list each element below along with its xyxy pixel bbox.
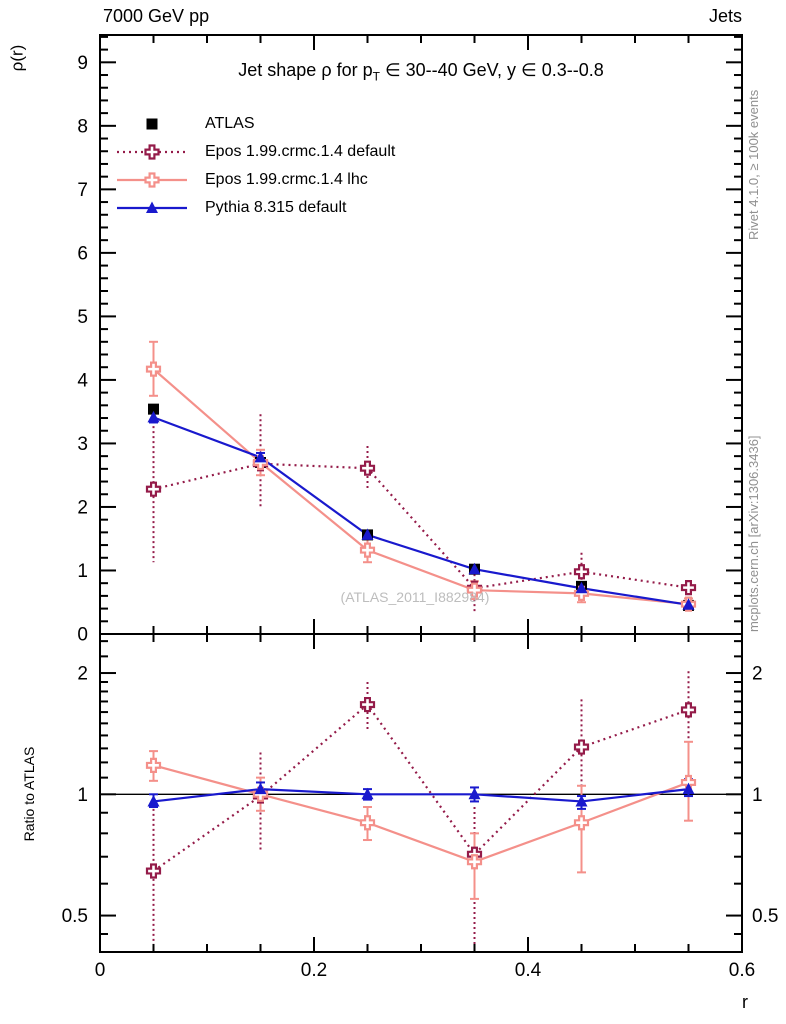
x-tick-label: 0.4: [514, 960, 542, 981]
plot-title-sub: T: [372, 69, 380, 84]
rivet-version-note: Rivet 4.1.0, ≥ 100k events: [746, 89, 761, 240]
main-y-axis-label: ρ(r): [7, 44, 27, 72]
legend-marker-open-plus: [113, 142, 191, 162]
main-y-tick-label: 7: [77, 179, 88, 201]
series-epos-1-99-crmc-1-4-default-main: [154, 414, 689, 612]
main-y-tick-label: 5: [77, 306, 88, 328]
ratio-plot: [62, 634, 779, 952]
main-y-tick-label: 9: [77, 52, 88, 74]
main-y-tick-label: 1: [77, 560, 88, 582]
legend-entry-atlas: [113, 110, 395, 138]
x-tick-label: 0: [94, 960, 106, 981]
legend-label: Epos 1.99.crmc.1.4 lhc: [205, 171, 368, 188]
x-tick-label: 0.6: [728, 960, 756, 981]
analysis-group-label: Jets: [708, 6, 742, 26]
legend: [113, 110, 395, 222]
x-tick-labels: [95, 960, 756, 981]
legend-marker-filled-square: [113, 114, 191, 134]
legend-marker-filled-triangle: [113, 198, 191, 218]
series-pythia-8-315-default-main: [149, 412, 693, 608]
plot-title-post: ∈ 30--40 GeV, y ∈ 0.3--0.8: [379, 60, 604, 80]
analysis-id-watermark: (ATLAS_2011_I882984): [340, 589, 490, 605]
main-y-tick-label: 8: [77, 116, 88, 138]
plot-title-pre: Jet shape ρ for p: [238, 60, 373, 80]
ratio-y-tick-label: 1: [77, 784, 88, 806]
ratio-y-tick-label-right: 1: [752, 784, 763, 806]
mcplots-reference-note: mcplots.cern.ch [arXiv:1306.3436]: [746, 435, 761, 632]
main-y-tick-label: 2: [77, 497, 88, 519]
markers-epos-1-99-crmc-1-4-lhc-ratio: [147, 759, 695, 868]
ratio-y-tick-label-right: 2: [752, 663, 763, 685]
x-axis-label: r: [742, 992, 748, 1012]
ratio-y-axis-label: Ratio to ATLAS: [21, 746, 37, 842]
legend-marker-open-plus: [113, 170, 191, 190]
ratio-y-ticks: [62, 641, 779, 934]
ratio-y-tick-label: 2: [77, 663, 88, 685]
beam-energy-label: 7000 GeV pp: [103, 6, 210, 26]
ratio-y-tick-label-right: 0.5: [752, 906, 779, 928]
main-y-tick-label: 6: [77, 243, 88, 265]
legend-entry-epos-1-99-crmc-1-4-lhc: [113, 166, 395, 194]
main-y-tick-label: 3: [77, 433, 88, 455]
main-y-tick-label: 4: [77, 370, 88, 392]
legend-label: ATLAS: [205, 115, 255, 132]
markers-epos-1-99-crmc-1-4-lhc-main: [147, 363, 695, 611]
legend-label: Pythia 8.315 default: [205, 199, 347, 216]
markers-pythia-8-315-default-main: [148, 411, 695, 610]
series-epos-1-99-crmc-1-4-lhc-main: [149, 342, 693, 610]
legend-label: Epos 1.99.crmc.1.4 default: [205, 143, 396, 160]
legend-entry-epos-1-99-crmc-1-4-default: [113, 138, 395, 166]
x-tick-label: 0.2: [300, 960, 328, 981]
series-epos-1-99-crmc-1-4-lhc-ratio: [149, 742, 693, 899]
plot-title: [100, 60, 742, 84]
markers-epos-1-99-crmc-1-4-default-main: [147, 457, 695, 595]
ratio-y-tick-label: 0.5: [61, 906, 88, 928]
legend-entry-pythia-8-315-default: [113, 194, 395, 222]
markers-epos-1-99-crmc-1-4-default-ratio: [147, 698, 695, 877]
main-y-tick-label: 0: [77, 624, 88, 646]
